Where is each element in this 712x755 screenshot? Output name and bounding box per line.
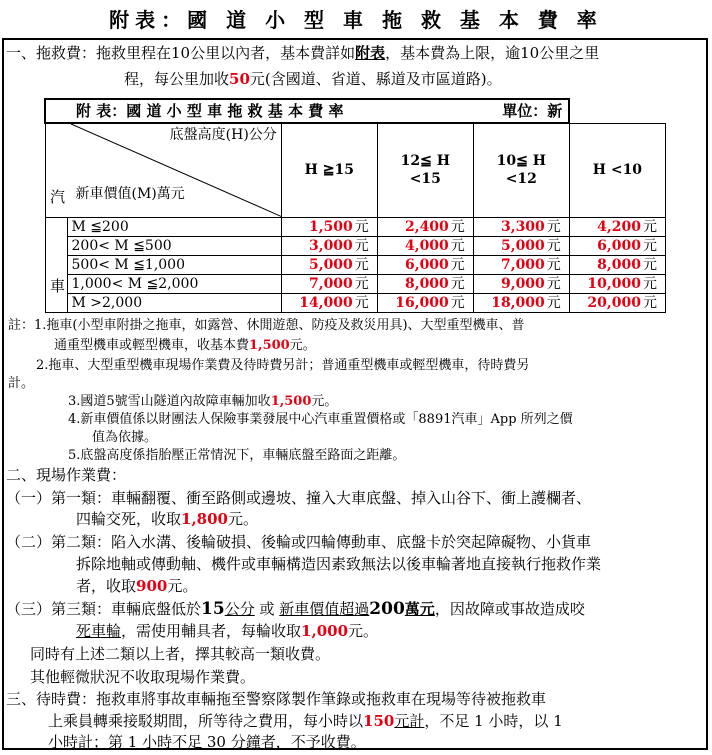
col-header-text: 12≦ H bbox=[400, 153, 450, 170]
table-unit: 單位：新 bbox=[502, 102, 563, 120]
note-4-line1: 4.新車價值係以財團法人保險事業發展中心汽車重置價格或「8891汽車」App 所列之價 bbox=[68, 412, 573, 427]
fee-value: 10,000 bbox=[587, 275, 641, 292]
fee-cell bbox=[473, 293, 569, 312]
note-5: 5.底盤高度係指胎壓正常情況下，車輛底盤至路面之距離。 bbox=[68, 448, 406, 463]
note-4-line2: 值為依據。 bbox=[92, 430, 158, 445]
fee-cell bbox=[377, 293, 473, 312]
fee-cell bbox=[281, 293, 377, 312]
row-label: 500< M ≦1,000 bbox=[67, 255, 281, 274]
sec1-link-text: 附表 bbox=[355, 44, 386, 62]
table-title: 附 表：國 道 小 型 車 拖 救 基 本 費 率 bbox=[76, 102, 344, 120]
unit-char: 元 bbox=[354, 294, 369, 311]
sec2-text: 死車輪 bbox=[76, 622, 122, 640]
row-label: 200< M ≦500 bbox=[67, 236, 281, 255]
sec2-cat1-line2 bbox=[76, 508, 258, 530]
unit-char: 元 bbox=[643, 237, 657, 254]
sec1-line2 bbox=[124, 68, 502, 90]
fee-value: 6,000 bbox=[597, 237, 641, 254]
fee-cell bbox=[377, 255, 473, 274]
col-header-text: 10≦ H bbox=[496, 153, 546, 170]
col-header-1 bbox=[281, 123, 377, 217]
col-header-text: H ≧15 bbox=[304, 162, 354, 179]
sec2-text: 新車價值超過 bbox=[279, 600, 370, 618]
fee-cell bbox=[569, 217, 665, 236]
unit-char: 元 bbox=[450, 237, 465, 254]
sec2-text: 元。 bbox=[167, 577, 198, 595]
sec1-line1 bbox=[6, 42, 599, 64]
cat2-fee: 900 bbox=[136, 577, 168, 595]
note-2-line1: 2.拖車、大型重型機車現場作業費及待時費另計；普通重型機車或輕型機車，待時費另 bbox=[36, 358, 530, 373]
sec2-cat3-line2 bbox=[76, 620, 378, 642]
tunnel-fee: 1,500 bbox=[270, 394, 312, 409]
fee-value: 16,000 bbox=[395, 294, 449, 311]
unit-char: 元 bbox=[450, 275, 465, 292]
sec2-text: 元。 bbox=[348, 622, 379, 640]
unit-char: 元 bbox=[546, 237, 561, 254]
fee-value: 7,000 bbox=[500, 256, 545, 273]
sec3-line1: 三、待時費：拖救車將事故車輛拖至警察隊製作筆錄或拖救車在現場等待被拖救車 bbox=[6, 690, 547, 708]
fee-cell bbox=[281, 274, 377, 293]
fee-value: 1,500 bbox=[308, 218, 353, 235]
fee-value: 4,000 bbox=[404, 237, 449, 254]
side-label-car-1: 汽 bbox=[50, 188, 66, 206]
table-header-row bbox=[45, 99, 666, 123]
wait-fee: 150 bbox=[363, 712, 395, 730]
sec2-text: 四輪交死，收取 bbox=[76, 510, 182, 528]
fee-cell bbox=[569, 236, 665, 255]
sec2-heading: 二、現場作業費： bbox=[6, 466, 127, 484]
trailer-fee: 1,500 bbox=[249, 338, 290, 353]
note-1-line1: 註：1.拖車(小型車附掛之拖車，如露營、休閒遊憩、防疫及救災用具)、大型重型機車、普 bbox=[8, 318, 525, 333]
cat3-height: 15 bbox=[201, 599, 225, 619]
row-label: M >2,000 bbox=[67, 293, 281, 312]
sec2-cat2-line3 bbox=[76, 575, 197, 597]
fee-value: 2,400 bbox=[404, 218, 449, 235]
per-km-fee: 50 bbox=[229, 70, 250, 88]
unit-char: 元 bbox=[450, 256, 465, 273]
fee-cell bbox=[473, 255, 569, 274]
fee-value: 14,000 bbox=[299, 294, 353, 311]
unit-char: 元 bbox=[643, 275, 657, 292]
table-row bbox=[45, 255, 666, 274]
sec1-text: 程，每公里加收 bbox=[124, 70, 230, 88]
sec3-line2 bbox=[48, 710, 563, 732]
col-header-4 bbox=[569, 123, 665, 217]
unit-char: 元 bbox=[354, 256, 369, 273]
fee-value: 3,300 bbox=[500, 218, 545, 235]
fee-value: 5,000 bbox=[308, 256, 353, 273]
fee-cell bbox=[377, 217, 473, 236]
unit-char: 元 bbox=[546, 218, 561, 235]
col-header-text: H <10 bbox=[592, 162, 643, 178]
unit-char: 元 bbox=[354, 237, 369, 254]
row-label: 1,000< M ≦2,000 bbox=[67, 274, 281, 293]
table-row bbox=[45, 217, 666, 236]
sec2-text: 公分 bbox=[224, 600, 255, 618]
cat3-value: 200 bbox=[369, 599, 405, 619]
fee-value: 18,000 bbox=[491, 294, 545, 311]
sec1-text: 一、拖救費：拖救里程在10公里以內者，基本費詳如 bbox=[6, 44, 356, 62]
fee-cell bbox=[473, 274, 569, 293]
fee-value: 20,000 bbox=[587, 294, 641, 311]
diagonal-header-cell bbox=[45, 123, 281, 217]
sec2-text: 萬元 bbox=[404, 600, 435, 618]
sec2-cat3-line1 bbox=[6, 598, 585, 620]
sec2-other-rule: 其他輕微狀況不收取現場作業費。 bbox=[30, 668, 256, 686]
note-1-line2 bbox=[54, 336, 316, 356]
sec3-text: 上乘員轉乘接駁期間，所等待之費用，每小時以 bbox=[48, 712, 364, 730]
side-label-car-2: 車 bbox=[50, 277, 66, 295]
fee-cell bbox=[377, 274, 473, 293]
note-text: 元。 bbox=[311, 394, 338, 409]
sec2-text: 者，收取 bbox=[76, 577, 137, 595]
fee-cell bbox=[281, 217, 377, 236]
col-header-text: <15 bbox=[409, 171, 441, 188]
fee-cell bbox=[569, 255, 665, 274]
sec2-text: ，因故障或事故造成咬 bbox=[434, 600, 585, 618]
page-title: 附表：國 道 小 型 車 拖 救 基 本 費 率 bbox=[109, 8, 603, 32]
fee-cell bbox=[377, 236, 473, 255]
sec2-cat2-line2: 拆除地軸或傳動軸、機件或車輛構造因素致無法以後車輪著地直接執行拖救作業 bbox=[76, 555, 602, 573]
sec2-text: 或 bbox=[259, 600, 275, 618]
table-row bbox=[45, 236, 666, 255]
note-2-line2: 計。 bbox=[8, 376, 35, 391]
table-column-header-row bbox=[45, 123, 666, 217]
unit-char: 元 bbox=[450, 294, 465, 311]
unit-char: 元 bbox=[354, 218, 369, 235]
unit-char: 元 bbox=[450, 218, 465, 235]
fee-value: 7,000 bbox=[308, 275, 353, 292]
note-text: 元。 bbox=[289, 338, 316, 353]
row-label: M ≦200 bbox=[67, 217, 281, 236]
unit-char: 元 bbox=[643, 294, 657, 311]
sec2-text: ，需使用輔具者，每輪收取 bbox=[121, 622, 302, 640]
side-label-cell bbox=[45, 217, 67, 312]
sec2-cat2-line1: （二）第二類：陷入水溝、後輪破損、後輪或四輪傳動車、底盤卡於突起障礙物、小貨車 bbox=[6, 533, 592, 551]
fee-cell bbox=[569, 293, 665, 312]
sec3-line3: 小時計；第 1 小時不足 30 分鐘者，不予收費。 bbox=[48, 733, 366, 751]
sec3-text: ，不足 1 小時，以 1 bbox=[424, 712, 563, 730]
sec2-same-rule: 同時有上述二類以上者，擇其較高一類收費。 bbox=[30, 645, 331, 663]
sec1-text: 元(含國道、省道、縣道及市區道路)。 bbox=[249, 70, 502, 88]
height-axis-label: 底盤高度(H)公分 bbox=[169, 127, 277, 143]
fee-cell bbox=[473, 236, 569, 255]
col-header-3 bbox=[473, 123, 569, 217]
unit-char: 元 bbox=[643, 218, 657, 235]
fee-value: 5,000 bbox=[500, 237, 545, 254]
sec3-text: 元計 bbox=[394, 712, 425, 730]
table-row bbox=[45, 293, 666, 312]
table-title-cell bbox=[45, 99, 569, 123]
sec2-text: 元。 bbox=[228, 510, 259, 528]
fee-value: 9,000 bbox=[500, 275, 545, 292]
value-axis-label: 新車價值(M)萬元 bbox=[75, 185, 185, 202]
unit-char: 元 bbox=[643, 256, 657, 273]
table-row bbox=[45, 274, 666, 293]
fee-value: 3,000 bbox=[308, 237, 353, 254]
fee-table bbox=[44, 98, 666, 313]
note-text: 3.國道5號雪山隧道內故障車輛加收 bbox=[68, 394, 271, 409]
sec2-cat1-line1: （一）第一類：車輛翻覆、衝至路側或邊坡、撞入大車底盤、掉入山谷下、衝上護欄者、 bbox=[6, 489, 592, 507]
fee-value: 4,200 bbox=[597, 218, 641, 235]
fee-cell bbox=[569, 274, 665, 293]
fee-value: 8,000 bbox=[404, 275, 449, 292]
cat1-fee: 1,800 bbox=[181, 510, 228, 528]
fee-value: 8,000 bbox=[597, 256, 641, 273]
cat3-fee: 1,000 bbox=[301, 622, 349, 640]
note-text: 通重型機車或輕型機車，收基本費 bbox=[54, 338, 250, 353]
sec1-text: ，基本費為上限，逾10公里之里 bbox=[385, 44, 600, 62]
fee-value: 6,000 bbox=[404, 256, 449, 273]
col-header-text: <12 bbox=[505, 171, 537, 188]
note-3 bbox=[68, 392, 337, 412]
fee-cell bbox=[281, 255, 377, 274]
unit-char: 元 bbox=[546, 256, 561, 273]
col-header-2 bbox=[377, 123, 473, 217]
fee-cell bbox=[473, 217, 569, 236]
unit-char: 元 bbox=[546, 275, 561, 292]
fee-cell bbox=[281, 236, 377, 255]
unit-char: 元 bbox=[546, 294, 561, 311]
unit-char: 元 bbox=[354, 275, 369, 292]
sec2-text: （三）第三類：車輛底盤低於 bbox=[6, 600, 202, 618]
